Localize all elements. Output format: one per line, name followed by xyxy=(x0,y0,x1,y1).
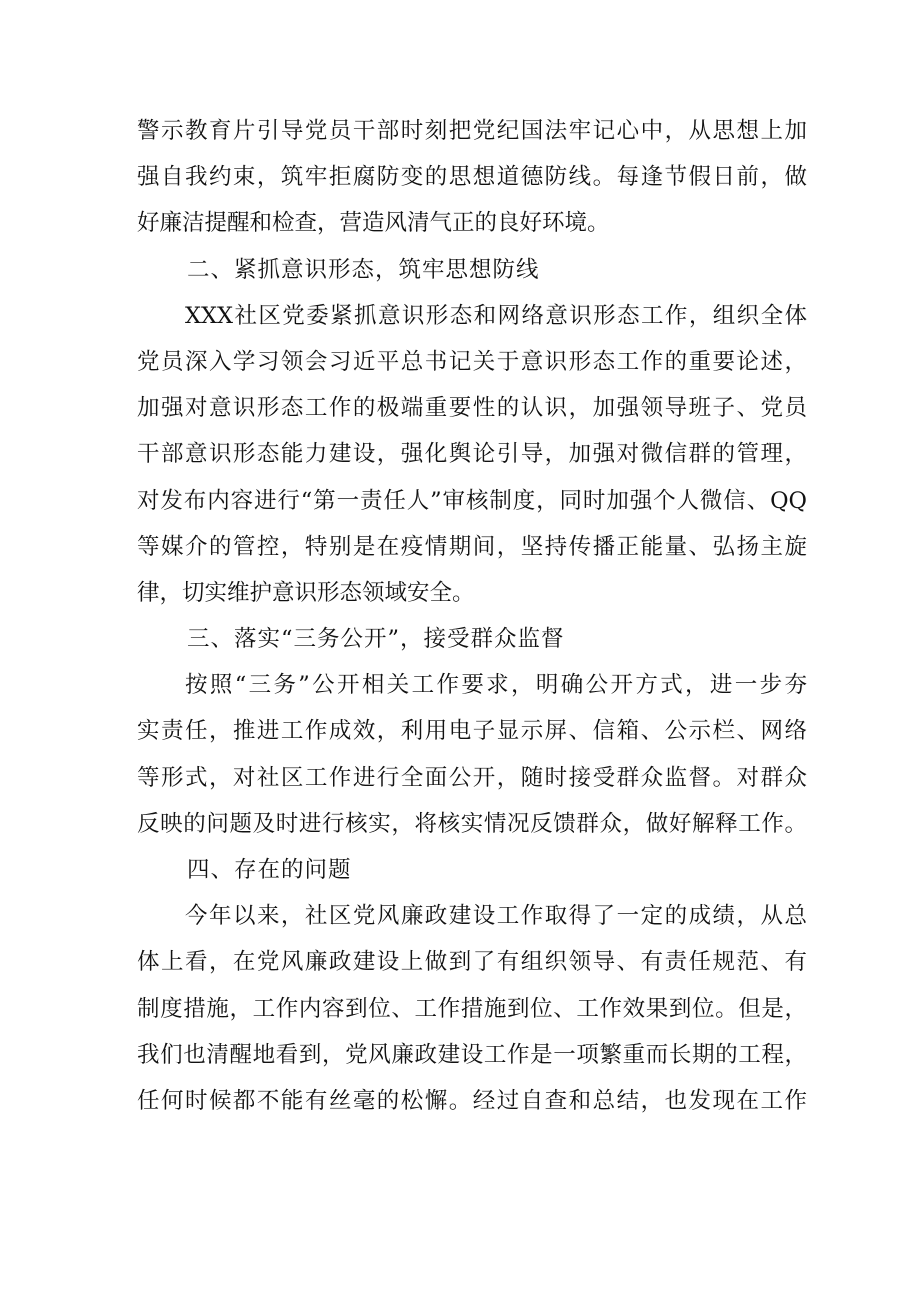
section-heading-2: 二、紧抓意识形态，筑牢思想防线 xyxy=(187,256,540,283)
section-heading-4: 四、存在的问题 xyxy=(187,857,352,883)
text-line: 等形式，对社区工作进行全面公开，随时接受群众监督。对群众 xyxy=(137,764,807,791)
paragraph-disclosure xyxy=(137,662,807,847)
text-line: 好廉洁提醒和检查，营造风清气正的良好环境。 xyxy=(137,210,610,237)
paragraph-continuation xyxy=(137,108,807,247)
section-heading-3: 三、落实“三务公开”，接受群众监督 xyxy=(187,626,565,653)
text-line: 加强对意识形态工作的极端重要性的认识，加强领导班子、党员 xyxy=(137,395,807,422)
text-line: 强自我约束，筑牢拒腐防变的思想道德防线。每逢节假日前，做 xyxy=(137,164,807,191)
text-line: 我们也清醒地看到，党风廉政建设工作是一项繁重而长期的工程， xyxy=(137,1041,807,1068)
text-line: 体上看，在党风廉政建设上做到了有组织领导、有责任规范、有 xyxy=(137,949,807,976)
text-line: 今年以来，社区党风廉政建设工作取得了一定的成绩，从总 xyxy=(185,903,807,930)
text-line: 对发布内容进行“第一责任人”审核制度，同时加强个人微信、QQ xyxy=(137,487,807,514)
document-body xyxy=(137,108,807,1124)
text-line: 警示教育片引导党员干部时刻把党纪国法牢记心中，从思想上加 xyxy=(137,118,807,144)
text-line: 律，切实维护意识形态领域安全。 xyxy=(137,579,475,606)
text-line: 反映的问题及时进行核实，将核实情况反馈群众，做好解释工作。 xyxy=(137,810,807,837)
paragraph-ideology xyxy=(137,293,807,616)
text-line: 党员深入学习领会习近平总书记关于意识形态工作的重要论述， xyxy=(137,348,807,375)
text-line: XXX社区党委紧抓意识形态和网络意识形态工作，组织全体 xyxy=(185,302,807,329)
text-line: 干部意识形态能力建设，强化舆论引导，加强对微信群的管理， xyxy=(137,441,807,468)
text-line: 实责任，推进工作成效，利用电子显示屏、信箱、公示栏、网络 xyxy=(137,718,807,745)
text-line: 等媒介的管控，特别是在疫情期间，坚持传播正能量、弘扬主旋 xyxy=(137,533,807,560)
text-line: 任何时候都不能有丝毫的松懈。经过自查和总结，也发现在工作 xyxy=(137,1087,807,1114)
text-line: 制度措施，工作内容到位、工作措施到位、工作效果到位。但是， xyxy=(137,995,807,1022)
paragraph-problems xyxy=(137,893,807,1124)
text-line: 按照“三务”公开相关工作要求，明确公开方式，进一步夯 xyxy=(185,672,807,699)
